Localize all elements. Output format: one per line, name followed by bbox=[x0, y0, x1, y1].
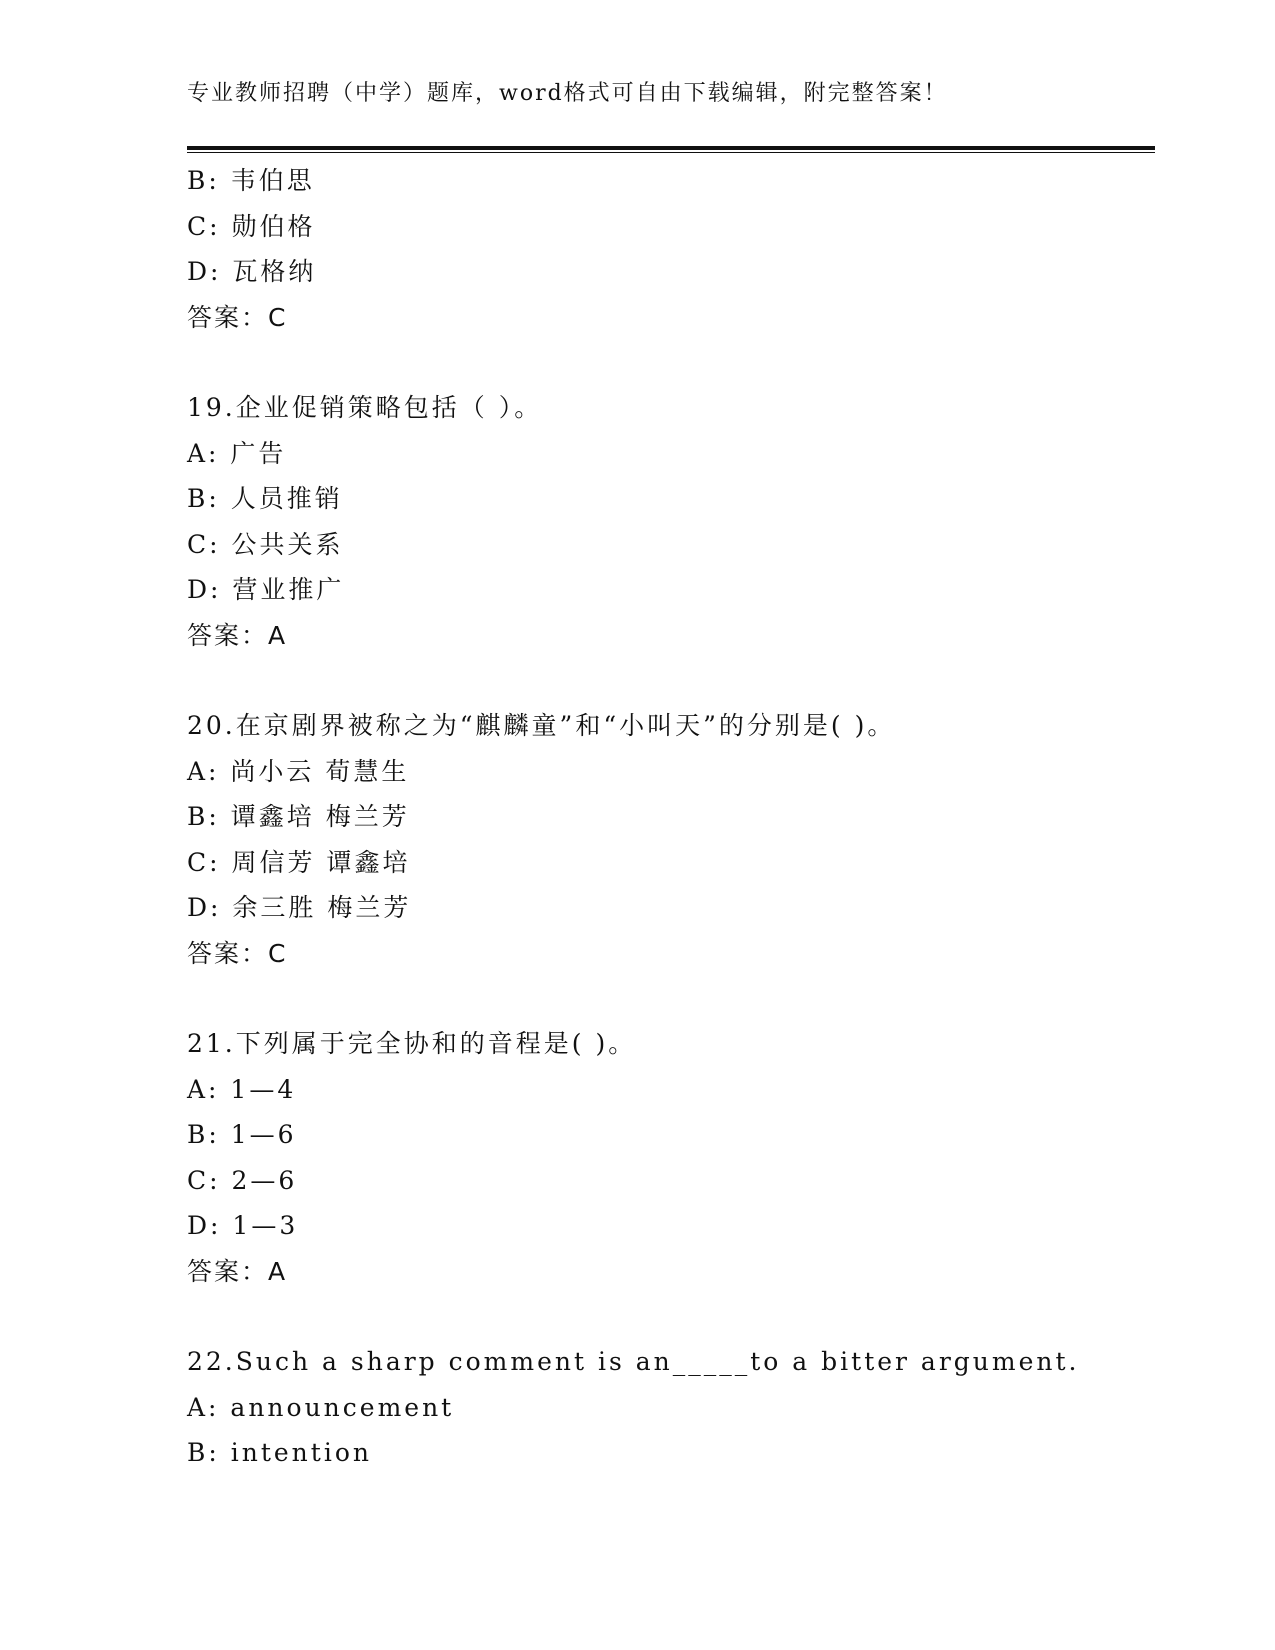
option-a: A: 尚小云 荀慧生 bbox=[187, 756, 410, 786]
option-c: C: 公共关系 bbox=[187, 529, 344, 559]
question-20 bbox=[187, 703, 1155, 976]
header-rule-thick bbox=[187, 146, 1155, 150]
question-stem: 21.下列属于完全协和的音程是( )。 bbox=[187, 1029, 637, 1058]
question-stem: 22.Such a sharp comment is an_____to a bitter argument. bbox=[187, 1347, 1080, 1376]
answer-line: 答案：C bbox=[187, 938, 288, 968]
option-b: B: 人员推销 bbox=[187, 484, 343, 513]
question-22 bbox=[187, 1339, 1155, 1476]
question-21 bbox=[187, 1021, 1155, 1294]
option-c: C: 2—6 bbox=[187, 1165, 298, 1195]
answer-line: 答案：C bbox=[187, 302, 288, 332]
question-19 bbox=[187, 385, 1155, 658]
answer-line: 答案：A bbox=[187, 1256, 288, 1286]
option-d: D: 瓦格纳 bbox=[187, 257, 317, 286]
option-b: B: intention bbox=[187, 1438, 372, 1467]
option-b: B: 1—6 bbox=[187, 1120, 297, 1149]
question-content bbox=[187, 158, 1155, 1476]
option-a: A: announcement bbox=[187, 1392, 455, 1422]
answer-line: 答案：A bbox=[187, 620, 288, 650]
question-gap bbox=[187, 976, 1155, 1021]
option-c: C: 周信芳 谭鑫培 bbox=[187, 847, 411, 877]
question-stem: 19.企业促销策略包括（ ）。 bbox=[187, 393, 543, 422]
header-rule-thin bbox=[187, 152, 1155, 153]
question-gap bbox=[187, 340, 1155, 385]
question-gap bbox=[187, 1294, 1155, 1339]
option-b: B: 谭鑫培 梅兰芳 bbox=[187, 802, 410, 831]
question-stem: 20.在京剧界被称之为“麒麟童”和“小叫天”的分别是( )。 bbox=[187, 711, 896, 740]
question-18-continued bbox=[187, 158, 1155, 340]
option-a: A: 广告 bbox=[187, 438, 287, 468]
option-d: D: 营业推广 bbox=[187, 575, 345, 604]
option-d: D: 1—3 bbox=[187, 1211, 299, 1240]
question-gap bbox=[187, 658, 1155, 703]
page-header: 专业教师招聘（中学）题库，word格式可自由下载编辑，附完整答案！ bbox=[187, 81, 948, 106]
option-b: B: 韦伯思 bbox=[187, 166, 315, 195]
option-a: A: 1—4 bbox=[187, 1074, 297, 1104]
option-c: C: 勋伯格 bbox=[187, 211, 316, 241]
option-d: D: 余三胜 梅兰芳 bbox=[187, 893, 412, 922]
